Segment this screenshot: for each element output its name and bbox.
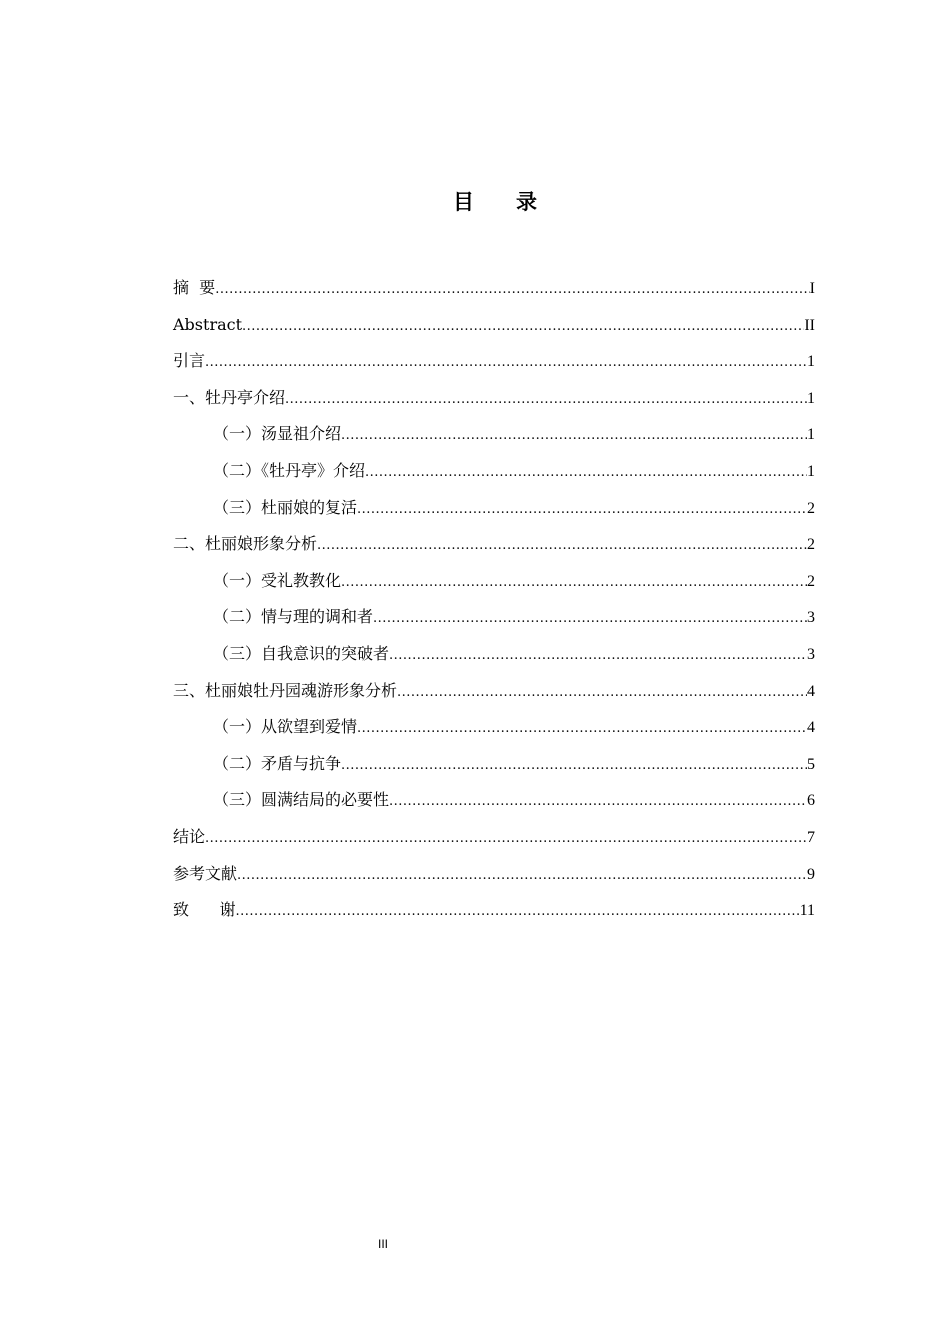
toc-entry-page: I (809, 280, 815, 297)
toc-entry-page: 5 (807, 755, 815, 773)
toc-entry-label: （一）受礼教教化 (213, 570, 342, 590)
toc-dot-leader (389, 643, 807, 669)
toc-entry[interactable] (173, 641, 815, 678)
toc-entry-page: 1 (807, 353, 815, 371)
toc-entry[interactable] (173, 678, 815, 715)
toc-dot-leader (317, 533, 807, 559)
toc-entry[interactable] (173, 495, 815, 532)
toc-dot-leader (205, 350, 807, 376)
toc-entry-page: II (804, 316, 815, 334)
toc-entry-page: 4 (807, 719, 815, 737)
toc-entry-page: 3 (807, 609, 815, 627)
toc-entry-label: 致 谢 (173, 900, 236, 920)
toc-entry-page: 1 (807, 462, 815, 480)
toc-entry-label: 二、杜丽娘形象分析 (173, 534, 318, 554)
toc-entry[interactable] (173, 385, 815, 422)
toc-dot-leader (341, 570, 807, 596)
toc-entry-label: 引言 (173, 351, 206, 371)
toc-entry-label: 参考文献 (173, 863, 238, 883)
toc-entry-page: 9 (807, 865, 815, 883)
toc-entry-page: 2 (807, 572, 815, 590)
toc-dot-leader (357, 716, 807, 742)
toc-entry-page: 6 (807, 792, 815, 810)
toc-dot-leader (373, 606, 807, 632)
toc-entry[interactable] (173, 421, 815, 458)
toc-entry[interactable] (173, 275, 815, 312)
toc-entry-label: （二）《牡丹亭》介绍 (213, 460, 366, 480)
toc-entry-page: 1 (807, 426, 815, 444)
toc-entry[interactable] (173, 312, 815, 349)
toc-entry-page: 2 (807, 499, 815, 517)
toc-entry[interactable] (173, 824, 815, 861)
toc-dot-leader (357, 497, 807, 523)
toc-entry-label: 一、牡丹亭介绍 (173, 387, 286, 407)
toc-dot-leader (365, 460, 807, 486)
toc-entry[interactable] (173, 897, 815, 934)
toc-entry-label: 结论 (173, 826, 206, 846)
toc-entry[interactable] (173, 348, 815, 385)
toc-entry-page: 11 (799, 902, 815, 920)
toc-dot-leader (341, 423, 807, 449)
toc-dot-leader (242, 314, 804, 340)
toc-entry-label: 三、杜丽娘牡丹园魂游形象分析 (173, 680, 398, 700)
toc-dot-leader (341, 753, 807, 779)
toc-dot-leader (215, 277, 809, 303)
toc-entry[interactable] (173, 861, 815, 898)
footer-page-number: III (378, 1237, 389, 1251)
toc-entry[interactable] (173, 787, 815, 824)
toc-entry-label: （二）情与理的调和者 (213, 607, 374, 627)
toc-entry[interactable] (173, 458, 815, 495)
toc-entry-label: （三）圆满结局的必要性 (213, 790, 390, 810)
toc-entry[interactable] (173, 751, 815, 788)
toc-entry-label: （三）自我意识的突破者 (213, 643, 390, 663)
toc-entry-label: （三）杜丽娘的复活 (213, 497, 358, 517)
page-title: 目 录 (453, 189, 537, 214)
toc-entry-page: 1 (807, 389, 815, 407)
toc-entry[interactable] (173, 714, 815, 751)
toc-dot-leader (205, 826, 807, 852)
toc-entry-page: 3 (807, 645, 815, 663)
toc-entry-label: （一）汤显祖介绍 (213, 424, 342, 444)
toc-entry-label: （二）矛盾与抗争 (213, 753, 342, 773)
toc-entry-page: 2 (807, 536, 815, 554)
toc-dot-leader (237, 863, 807, 889)
table-of-contents (173, 275, 815, 934)
toc-dot-leader (397, 680, 807, 706)
toc-dot-leader (389, 789, 807, 815)
toc-entry[interactable] (173, 531, 815, 568)
toc-entry[interactable] (173, 568, 815, 605)
toc-dot-leader (285, 387, 807, 413)
toc-entry-page: 4 (807, 682, 815, 700)
toc-entry[interactable] (173, 604, 815, 641)
toc-dot-leader (236, 899, 800, 925)
toc-entry-label: 摘 要 (173, 278, 216, 297)
toc-entry-page: 7 (807, 828, 815, 846)
toc-entry-label: Abstract (173, 314, 243, 334)
toc-entry-label: （一）从欲望到爱情 (213, 717, 358, 737)
